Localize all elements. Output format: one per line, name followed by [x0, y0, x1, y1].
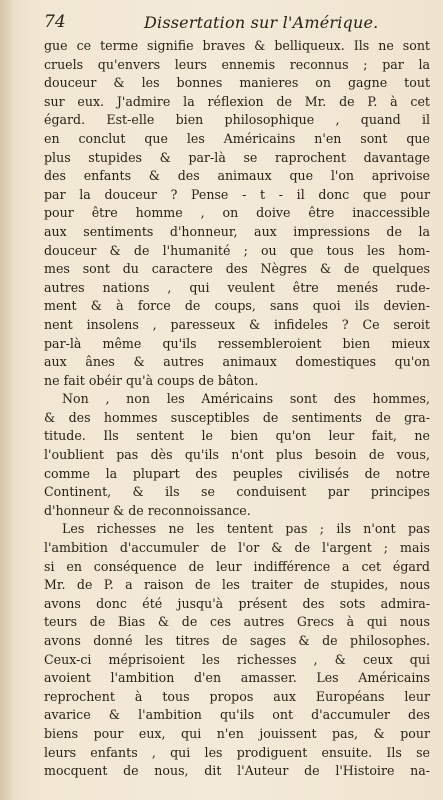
text-line: teurs de Bias & de ces autres Grecs à qui nous [44, 614, 430, 630]
text-line: si en conséquence de leur indifférence a cet égard [44, 558, 430, 574]
text-line: avoient l'ambition d'en amasser. Les Américains [44, 670, 430, 686]
text-line: l'ambition d'accumuler de l'or & de l'argent ; mais [44, 540, 430, 556]
text-line: avons donné les titres de sages & de philosophes. [44, 633, 430, 648]
running-head: Dissertation sur l'Amérique. [144, 13, 379, 32]
text-line: sur eux. J'admire la réflexion de Mr. de P. à cet [44, 93, 430, 109]
text-line: mocquent de nous, dit l'Auteur de l'Histoire na- [44, 763, 430, 779]
text-line: avarice & l'ambition qu'ils ont d'accumuler des [44, 707, 430, 723]
text-line: par la douceur ? Pense - t - il donc que pour [44, 186, 430, 202]
text-line: douceur & les bonnes manieres on gagne tout [44, 75, 430, 91]
text-line: comme la plupart des peuples civilisés de notre [44, 465, 430, 481]
text-line: par-là même qu'ils ressembleroient bien mieux [44, 335, 430, 351]
page-number: 74 [44, 12, 66, 32]
text-line: Continent, & ils se conduisent par principes [44, 484, 430, 500]
text-line: pour être homme , on doive être inaccessible [44, 205, 430, 221]
gutter-shadow [0, 0, 14, 800]
text-line: biens pour eux, qui n'en jouissent pas, & pour [44, 725, 430, 741]
text-line: plus stupides & par-là se raprochent davantage [44, 149, 430, 165]
text-line: l'oublient pas dès qu'ils n'ont plus besoin de vous, [44, 447, 430, 463]
text-line: nent insolens , paresseux & infideles ? Ce seroit [44, 316, 430, 332]
text-line: des enfants & des animaux que l'on aprivoise [44, 168, 430, 184]
text-line: gue ce terme signifie braves & belliqueux. Ils ne sont [44, 38, 430, 53]
text-line: mes sont du caractere des Nègres & de quelques [44, 261, 430, 277]
text-line: douceur & de l'humanité ; ou que tous les hom- [44, 242, 430, 258]
text-line: Non , non les Américains sont des hommes, [62, 391, 430, 407]
text-line: & des hommes susceptibles de sentiments de gra- [44, 409, 430, 425]
text-line: ne fait obéir qu'à coups de bâton. [44, 372, 259, 388]
text-line: ment & à force de coups, sans quoi ils devien- [44, 298, 430, 314]
text-line: Ceux-ci méprisoient les richesses , & ceux qui [44, 651, 430, 667]
text-line: avons donc été jusqu'à présent des sots admira- [44, 595, 430, 611]
text-line: cruels qu'envers leurs ennemis reconnus ; par la [44, 56, 430, 72]
text-line: Mr. de P. a raison de les traiter de stupides, nous [44, 577, 430, 593]
text-line: autres nations , qui veulent être menés rude- [44, 279, 430, 295]
text-line: leurs enfants , qui les prodiguent ensuite. Ils se [44, 744, 430, 760]
text-line: aux sentiments d'honneur, aux impressions de la [44, 223, 430, 239]
text-line: égard. Est-elle bien philosophique , quand il [44, 112, 430, 128]
text-line: en conclut que les Américains n'en sont que [44, 130, 430, 146]
text-line: Les richesses ne les tentent pas ; ils n'ont pas [62, 521, 430, 537]
text-line: titude. Ils sentent le bien qu'on leur fait, ne [44, 428, 430, 444]
text-line: aux ânes & autres animaux domestiques qu'on [44, 354, 430, 370]
body-text [44, 37, 430, 781]
text-line: d'honneur & de reconnoissance. [44, 502, 251, 518]
text-line: reprochent à tous propos aux Européans leur [44, 688, 430, 704]
page-header [44, 12, 429, 34]
